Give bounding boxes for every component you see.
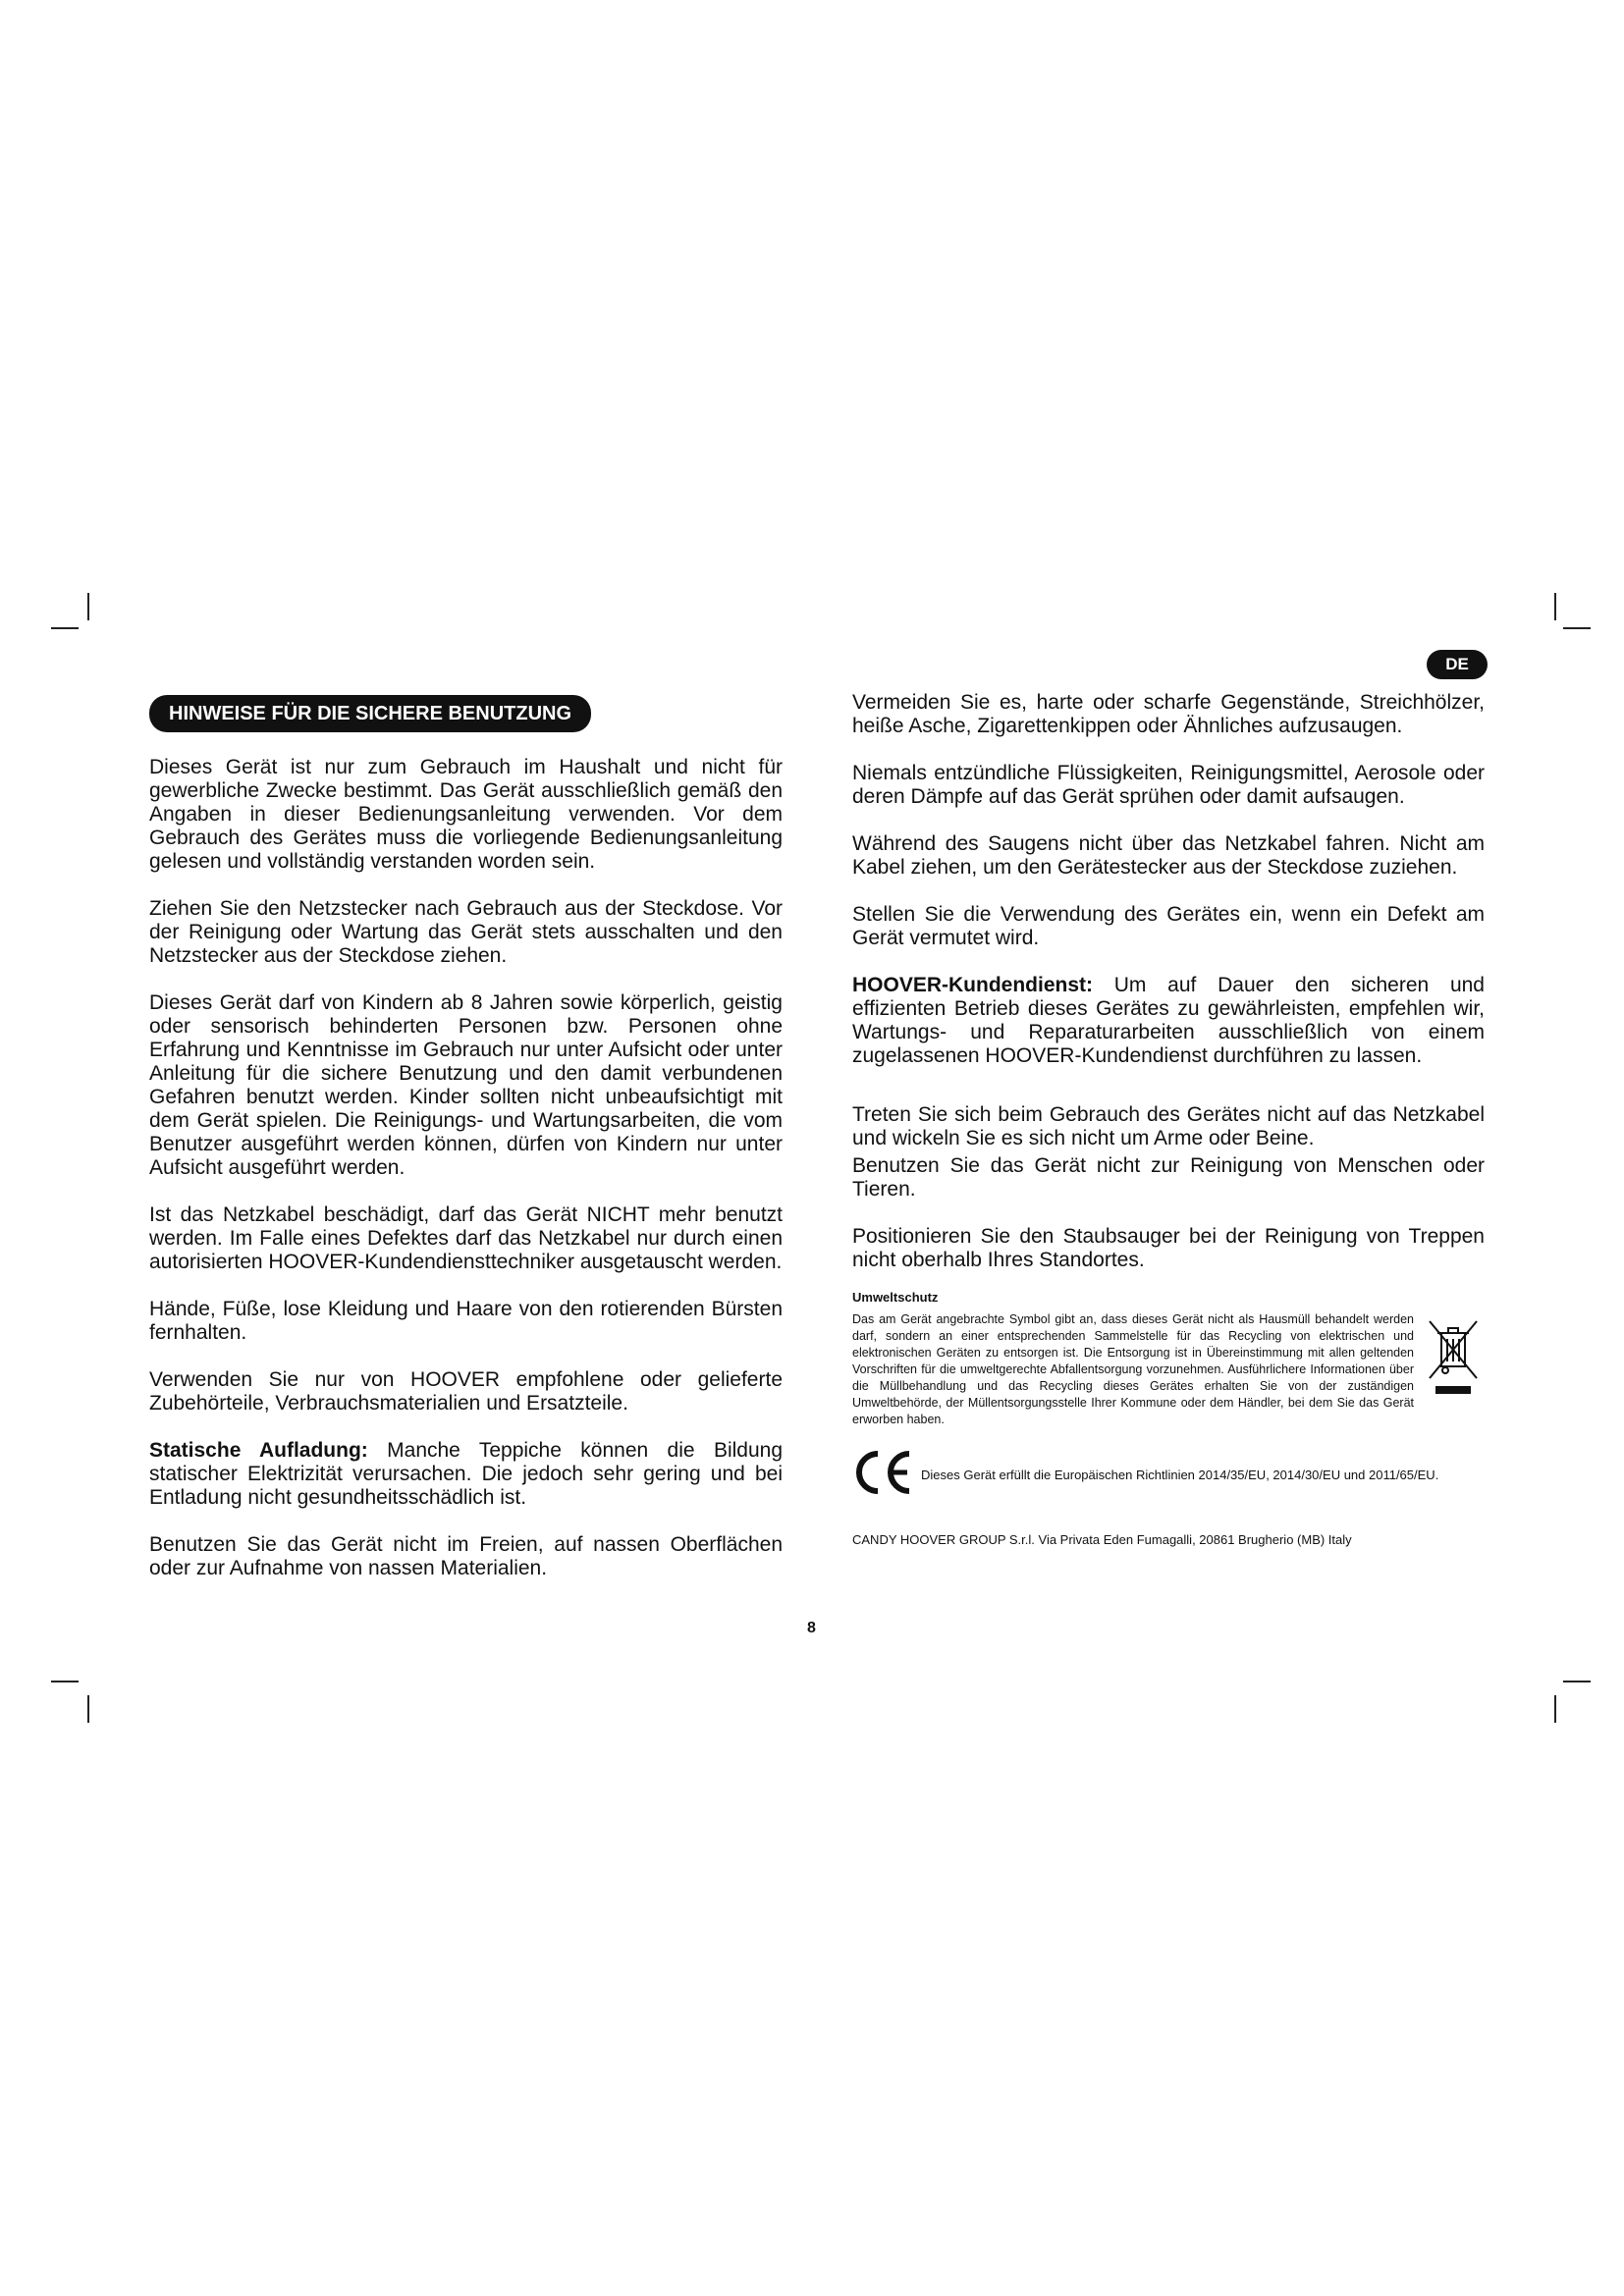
section-heading: HINWEISE FÜR DIE SICHERE BENUTZUNG — [149, 695, 591, 732]
crop-mark — [1554, 593, 1556, 620]
paragraph: Vermeiden Sie es, harte oder scharfe Gegenstände, Streichhölzer, heiße Asche, Zigarettenkippen oder Ähnliches aufzusaugen. — [852, 691, 1485, 737]
crop-mark — [87, 1695, 89, 1723]
right-column — [852, 691, 1485, 1552]
paragraph: Niemals entzündliche Flüssigkeiten, Reinigungsmittel, Aerosole oder deren Dämpfe auf das Gerät sprühen oder damit aufsaugen. — [852, 762, 1485, 808]
paragraph: Dieses Gerät darf von Kindern ab 8 Jahren sowie körperlich, geistig oder sensorisch behinderten Personen bzw. Personen ohne Erfahrung und Kenntnisse im Gebrauch nur unter Aufsicht oder unter Anleitung für die sichere Benutzung und den damit verbundenen Gefahren benutzt werden. Kinder sollten nicht unbeaufsichtigt mit dem Gerät spielen. Die Reinigungs- und Wartungsarbeiten, die vom Benutzer ausgeführt werden können, dürfen von Kindern nur unter Aufsicht ausgeführt werden. — [149, 991, 783, 1179]
environment-block — [852, 1311, 1485, 1428]
static-charge-label: Statische Aufladung: — [149, 1439, 368, 1462]
ce-compliance-text: Dieses Gerät erfüllt die Europäischen Richtlinien 2014/35/EU, 2014/30/EU und 2011/65/EU. — [921, 1468, 1439, 1482]
paragraph: Treten Sie sich beim Gebrauch des Gerätes nicht auf das Netzkabel und wickeln Sie es sich nicht um Arme oder Beine. — [852, 1103, 1485, 1149]
paragraph: Ist das Netzkabel beschädigt, darf das Gerät NICHT mehr benutzt werden. Im Falle eines Defektes darf das Netzkabel nur durch einen autorisierten HOOVER-Kundendiensttechniker ausgetauscht werden. — [149, 1203, 783, 1273]
static-charge-text: Manche Teppiche können die Bildung statischer Elektrizität verursachen. Die jedoch sehr gering und bei Entladung nicht gesundheitsschädlich ist. — [149, 1439, 784, 1509]
ce-mark-icon — [852, 1450, 913, 1501]
crop-mark — [51, 627, 79, 629]
language-badge: DE — [1427, 650, 1488, 679]
weee-crossed-bin-icon — [1428, 1317, 1479, 1410]
crop-mark — [1554, 1695, 1556, 1723]
environment-text: Das am Gerät angebrachte Symbol gibt an, dass dieses Gerät nicht als Hausmüll behandelt werden darf, sondern an einer entsprechenden Sammelstelle für das Recycling von elektrischen und elektronischen Geräten zu entsorgen ist. Die Entsorgung ist in Übereinstimmung mit allen geltenden Vorschriften für die umweltgerechte Abfallentsorgung vorzunehmen. Ausführlichere Informationen über die Müllbehandlung und das Recycling dieses Gerätes erhalten Sie von der zuständigen Umweltbehörde, der Müllentsorgungsstelle Ihrer Kommune oder dem Händler, bei dem Sie das Gerät erworben haben. — [852, 1312, 1414, 1426]
paragraph: Dieses Gerät ist nur zum Gebrauch im Haushalt und nicht für gewerbliche Zwecke bestimmt. Das Gerät ausschließlich gemäß den Angaben in dieser Bedienungsanleitung verwenden. Vor dem Gebrauch des Gerätes muss die vorliegende Bedienungsanleitung gelesen und vollständig verstanden worden sein. — [149, 756, 783, 873]
paragraph: Positionieren Sie den Staubsauger bei der Reinigung von Treppen nicht oberhalb Ihres Standortes. — [852, 1225, 1485, 1271]
crop-mark — [1563, 627, 1591, 629]
service-label: HOOVER-Kundendienst: — [852, 974, 1093, 996]
environment-title: Umweltschutz — [852, 1290, 939, 1305]
crop-mark — [1563, 1681, 1591, 1682]
crop-mark — [51, 1681, 79, 1682]
service-paragraph — [852, 974, 1485, 1068]
left-column — [149, 695, 783, 1604]
paragraph: Während des Saugens nicht über das Netzkabel fahren. Nicht am Kabel ziehen, um den Gerätestecker aus der Steckdose zuziehen. — [852, 832, 1485, 879]
company-address: CANDY HOOVER GROUP S.r.l. Via Privata Eden Fumagalli, 20861 Brugherio (MB) Italy — [852, 1532, 1352, 1547]
static-charge-paragraph — [149, 1439, 783, 1510]
paragraph: Benutzen Sie das Gerät nicht zur Reinigung von Menschen oder Tieren. — [852, 1154, 1485, 1201]
service-text: Um auf Dauer den sicheren und effizienten Betrieb dieses Gerätes zu gewährleisten, empfehlen wir, Wartungs- und Reparaturarbeiten ausschließlich von einem zugelassenen HOOVER-Kundendienst durchführen zu lassen. — [852, 974, 1485, 1067]
page-number: 8 — [807, 1620, 816, 1636]
crop-mark — [87, 593, 89, 620]
paragraph: Benutzen Sie das Gerät nicht im Freien, auf nassen Oberflächen oder zur Aufnahme von nassen Materialien. — [149, 1533, 783, 1579]
paragraph: Stellen Sie die Verwendung des Gerätes ein, wenn ein Defekt am Gerät vermutet wird. — [852, 903, 1485, 949]
ce-row — [852, 1450, 1485, 1501]
paragraph: Verwenden Sie nur von HOOVER empfohlene oder gelieferte Zubehörteile, Verbrauchsmaterialien und Ersatzteile. — [149, 1368, 783, 1415]
paragraph: Hände, Füße, lose Kleidung und Haare von den rotierenden Bürsten fernhalten. — [149, 1298, 783, 1344]
paragraph: Ziehen Sie den Netzstecker nach Gebrauch aus der Steckdose. Vor der Reinigung oder Wartung das Gerät stets ausschalten und den Netzstecker aus der Steckdose ziehen. — [149, 897, 783, 967]
